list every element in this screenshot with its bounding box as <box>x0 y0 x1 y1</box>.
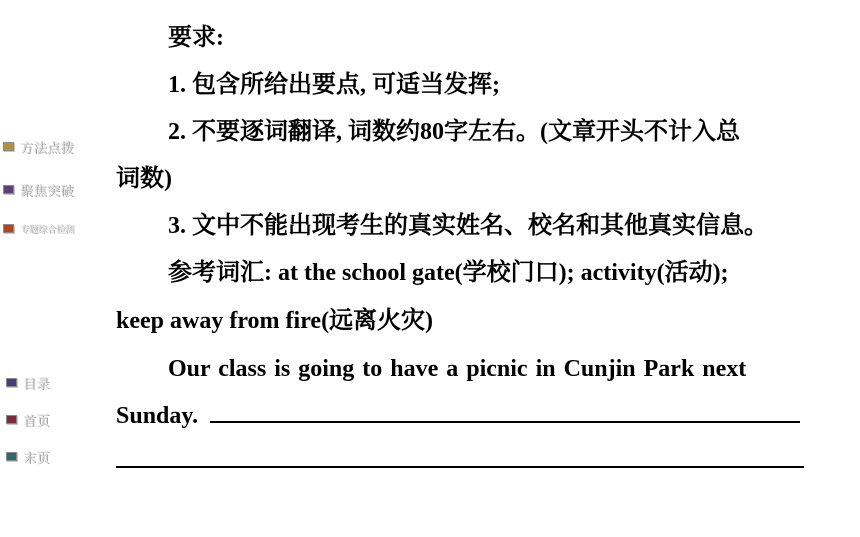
nav-label: 目录 <box>23 377 51 392</box>
square-bullet-icon <box>3 142 14 151</box>
nav-item-focus[interactable] <box>3 180 74 199</box>
square-bullet-icon <box>6 452 17 461</box>
requirements-heading: 要求: <box>168 25 224 51</box>
nav-item-comprehensive-test[interactable] <box>3 222 74 235</box>
nav-item-last-page[interactable] <box>6 447 50 466</box>
nav-item-method[interactable] <box>3 137 74 156</box>
nav-label: 末页 <box>23 451 51 466</box>
square-bullet-icon <box>3 185 14 194</box>
square-bullet-icon <box>6 415 17 424</box>
nav-item-first-page[interactable] <box>6 410 50 429</box>
essay-opening-line-1: Our class is going to have a picnic in Cunjin Park next <box>168 356 747 382</box>
nav-label: 聚焦突破 <box>20 184 75 199</box>
square-bullet-icon <box>3 224 14 233</box>
requirement-1: 1. 包含所给出要点, 可适当发挥; <box>168 72 500 98</box>
requirement-2-line-1: 2. 不要逐词翻译, 词数约80字左右。(文章开头不计入总 <box>168 119 740 145</box>
essay-opening-line-2 <box>116 401 800 431</box>
answer-blank[interactable] <box>210 401 800 423</box>
nav-label: 首页 <box>23 414 51 429</box>
square-bullet-icon <box>6 378 17 387</box>
vocabulary-line-1: 参考词汇: at the school gate(学校门口); activity(活动); <box>168 260 729 286</box>
answer-blank[interactable] <box>116 446 804 468</box>
answer-blank-line-2[interactable] <box>116 446 804 476</box>
nav-label: 专题综合检测 <box>20 225 75 235</box>
essay-opening-text: Sunday. <box>116 403 199 429</box>
vocabulary-line-2: keep away from fire(远离火灾) <box>116 308 434 334</box>
requirement-2-line-2: 词数) <box>116 166 172 192</box>
nav-label: 方法点拨 <box>20 141 75 156</box>
requirement-3: 3. 文中不能出现考生的真实姓名、校名和其他真实信息。 <box>168 213 768 239</box>
nav-item-contents[interactable] <box>6 373 50 392</box>
